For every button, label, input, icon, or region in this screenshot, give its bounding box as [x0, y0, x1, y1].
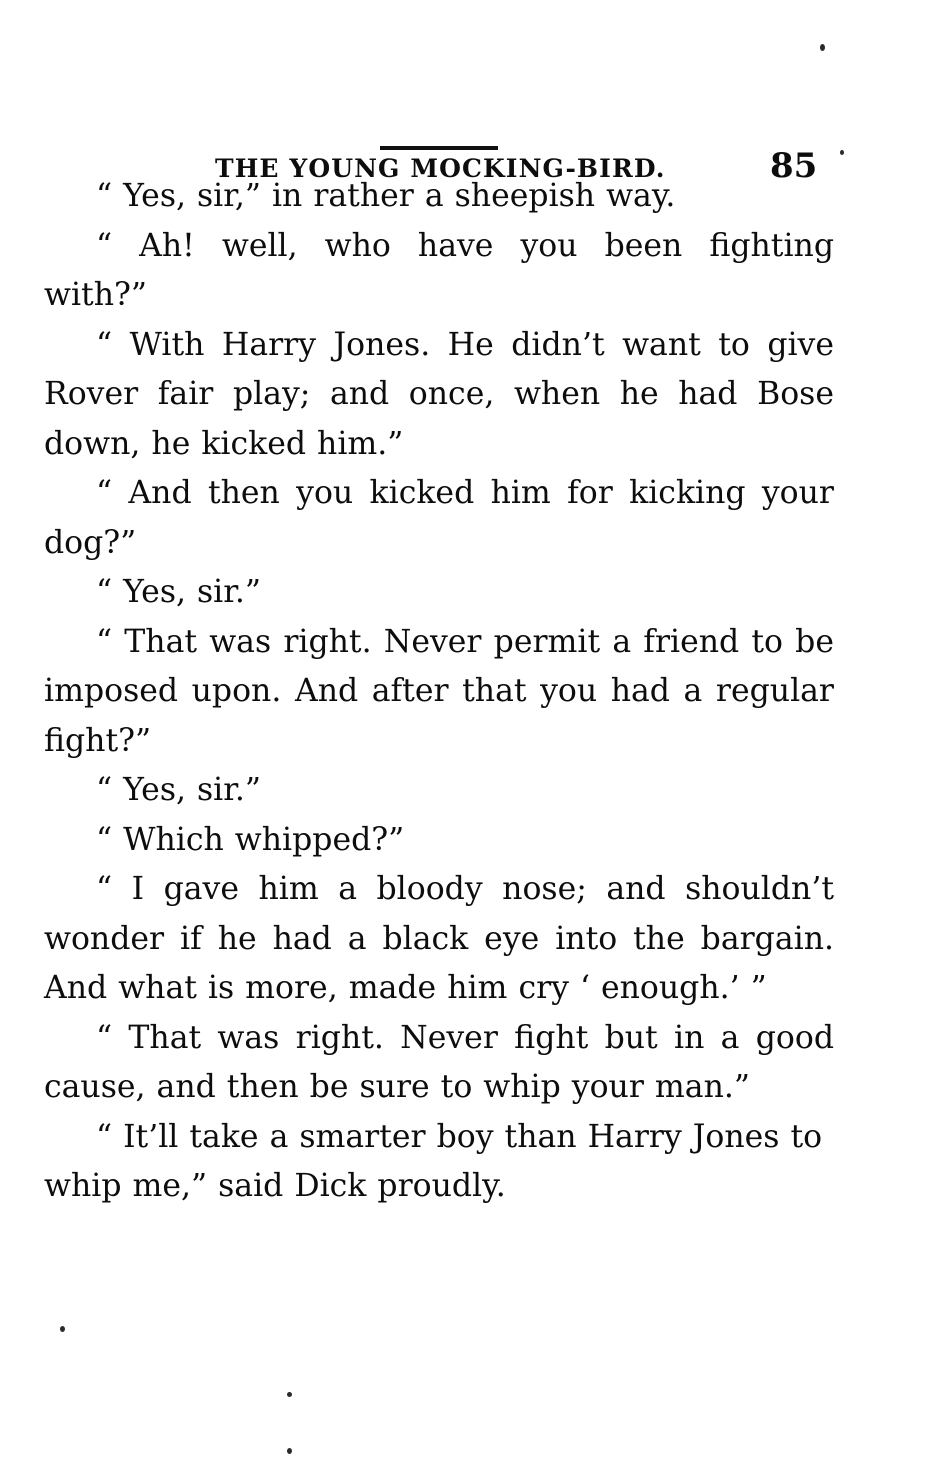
ink-speck	[840, 150, 844, 155]
page-header	[0, 74, 952, 186]
ink-speck	[287, 1448, 292, 1454]
paragraph: “ And then you kicked him for kicking your dog?”	[44, 475, 834, 561]
paragraph: “ It’ll take a smarter boy than Harry Jones to whip me,” said Dick proudly.	[44, 1118, 823, 1204]
paragraph: “ That was right. Never fight but in a good cause, and then be sure to whip your man.”	[44, 1019, 834, 1105]
paragraph: “ Yes, sir,” in rather a sheepish way.	[96, 178, 676, 214]
page-number: 85	[770, 146, 818, 186]
paragraph: “ Which whipped?”	[96, 821, 405, 858]
paragraph: “ With Harry Jones. He didn’t want to give Rover fair play; and once, when he had Bose down, he kicked him.”	[44, 326, 834, 462]
ink-speck	[287, 1392, 292, 1397]
running-head-title: THE YOUNG MOCKING-BIRD.	[215, 154, 666, 183]
paragraph: “ That was right. Never permit a friend to be imposed upon. And after that you had a regular fight?”	[44, 623, 834, 759]
header-divider-rule	[380, 146, 498, 150]
body-text-block	[44, 172, 834, 1212]
paragraph: “ Yes, sir.”	[96, 574, 261, 610]
ink-speck	[820, 44, 825, 51]
ink-speck	[60, 1326, 65, 1332]
paragraph: “ Ah! well, who have you been fighting with?”	[44, 227, 834, 313]
paragraph: “ Yes, sir.”	[96, 772, 261, 808]
paragraph: “ I gave him a bloody nose; and shouldn’t wonder if he had a black eye into the bargain. And what is more, made him cry ‘ enough.’ ”	[44, 871, 834, 1006]
